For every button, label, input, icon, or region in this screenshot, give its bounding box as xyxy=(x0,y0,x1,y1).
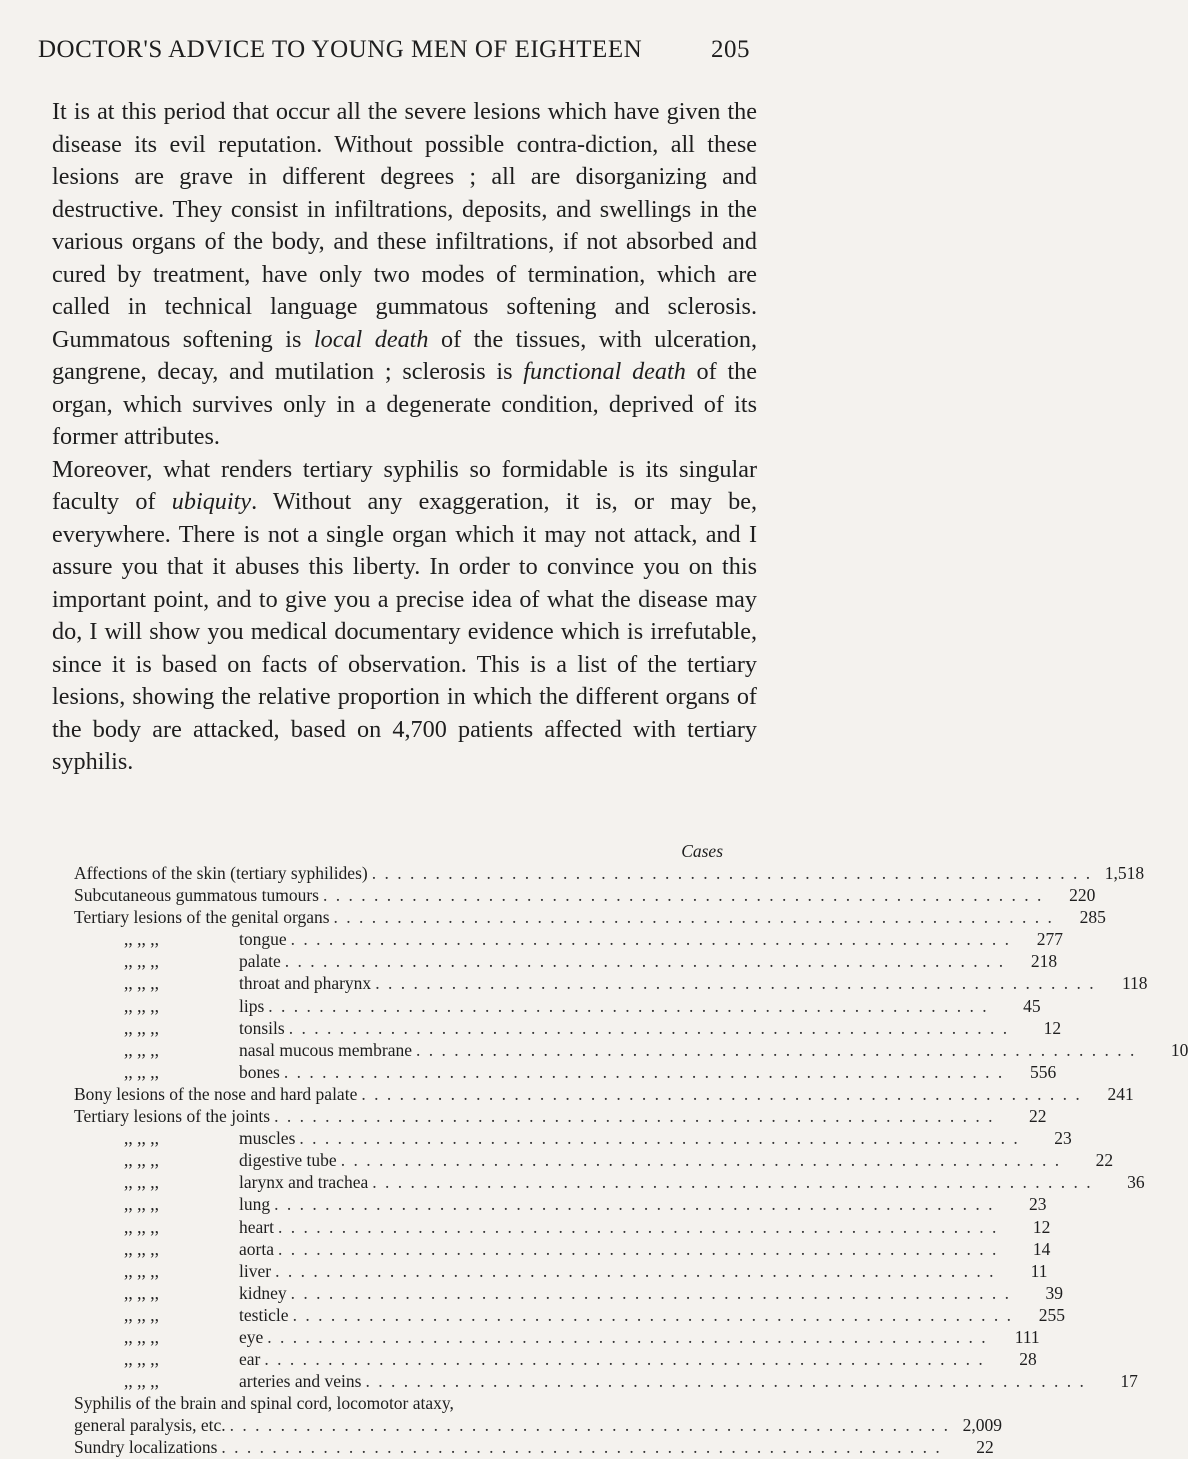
row-label xyxy=(74,1216,274,1238)
row-label xyxy=(74,1392,454,1414)
row-label-text: eye xyxy=(239,1326,264,1347)
leader-dots: . . . . . . . . . . . . . . . . . . . . . . . . . . . . . . . . . . . . . . . . . . . . . . . . . . . . . . . . . xyxy=(267,1326,988,1347)
row-value: 45 xyxy=(1023,995,1041,1016)
row-label xyxy=(74,1105,270,1127)
row-label xyxy=(74,1171,368,1193)
row-value: 556 xyxy=(1029,1061,1057,1082)
ditto-marks: ,, ,, ,, xyxy=(124,1039,159,1060)
ditto-marks: ,, ,, ,, xyxy=(124,1326,159,1347)
ditto-marks: ,, ,, ,, xyxy=(124,1128,159,1149)
row-label xyxy=(74,884,319,906)
ditto-marks: ,, ,, ,, xyxy=(124,929,159,950)
lesions-table xyxy=(74,840,1188,1459)
leader-dots: . . . . . . . . . . . . . . . . . . . . . . . . . . . . . . . . . . . . . . . . . . . . . . . . . . . . . . . . . xyxy=(264,1349,985,1370)
row-label-text: liver xyxy=(239,1260,272,1281)
leader-dots: . . . . . . . . . . . . . . . . . . . . . . . . . . . . . . . . . . . . . . . . . . . . . . . . . . . . . . . . . xyxy=(372,1172,1093,1193)
table-row xyxy=(74,1171,1145,1193)
leader-dots: . . . . . . . . . . . . . . . . . . . . . . . . . . . . . . . . . . . . . . . . . . . . . . . . . . . . . . . . . xyxy=(277,1238,999,1259)
row-label xyxy=(74,1348,260,1370)
row-label-text: Tertiary lesions of the genital organs xyxy=(74,907,330,928)
row-label-text: general paralysis, etc. xyxy=(74,1415,226,1436)
row-value: 118 xyxy=(1121,973,1148,994)
row-label-text: arteries and veins xyxy=(239,1371,362,1392)
leader-dots: . . . . . . . . . . . . . . . . . . . . . . . . . . . . . . . . . . . . . . . . . . . . . . . . . . . . . . . . . xyxy=(375,973,1096,994)
row-label xyxy=(74,862,368,884)
row-label-text: Subcutaneous gummatous tumours xyxy=(74,885,319,906)
paragraph xyxy=(52,454,757,779)
row-value: 22 xyxy=(1095,1150,1114,1171)
row-label-text: Syphilis of the brain and spinal cord, locomotor ataxy, xyxy=(74,1393,454,1414)
row-label-text: ear xyxy=(239,1349,261,1370)
row-label xyxy=(74,1083,357,1105)
leader-dots: . . . . . . . . . . . . . . . . . . . . . . . . . . . . . . . . . . . . . . . . . . . . . . . . . . . . . . . . . xyxy=(299,1128,1020,1149)
row-label-text: Bony lesions of the nose and hard palate xyxy=(74,1083,358,1104)
cases-column-header: Cases xyxy=(681,841,723,861)
row-label xyxy=(74,1282,287,1304)
row-label-text: muscles xyxy=(239,1128,296,1149)
leader-dots: . . . . . . . . . . . . . . . . . . . . . . . . . . . . . . . . . . . . . . . . . . . . . . . . . . . . . . . . . xyxy=(268,995,989,1016)
running-title: DOCTOR'S ADVICE TO YOUNG MEN OF EIGHTEEN xyxy=(38,36,643,63)
row-label-text: tongue xyxy=(239,929,287,950)
row-label-text: Affections of the skin (tertiary syphilides) xyxy=(74,863,368,883)
text-run: of the tissues, with ulceration, gangrene, decay, and mutilation ; sclerosis is xyxy=(52,325,757,385)
row-label xyxy=(74,972,371,994)
ditto-marks: ,, ,, ,, xyxy=(124,1216,159,1237)
ditto-marks: ,, ,, ,, xyxy=(124,1194,159,1215)
table-row xyxy=(74,862,1145,884)
row-label xyxy=(74,1149,337,1171)
table-row xyxy=(74,1392,729,1414)
table-row xyxy=(74,972,1148,994)
table-row xyxy=(74,1127,1072,1149)
table-row xyxy=(74,1304,1065,1326)
leader-dots: . . . . . . . . . . . . . . . . . . . . . . . . . . . . . . . . . . . . . . . . . . . . . . . . . . . . . . . . . xyxy=(361,1083,1082,1104)
row-label xyxy=(74,950,281,972)
table-row xyxy=(74,995,1041,1017)
leader-dots: . . . . . . . . . . . . . . . . . . . . . . . . . . . . . . . . . . . . . . . . . . . . . . . . . . . . . . . . . xyxy=(340,1150,1062,1171)
leader-dots: . . . . . . . . . . . . . . . . . . . . . . . . . . . . . . . . . . . . . . . . . . . . . . . . . . . . . . . . . xyxy=(292,1304,1013,1325)
leader-dots: . . . . . . . . . . . . . . . . . . . . . . . . . . . . . . . . . . . . . . . . . . . . . . . . . . . . . . . . . xyxy=(333,907,1054,928)
row-label-text: heart xyxy=(239,1216,274,1237)
table-row xyxy=(74,1370,1138,1392)
text-run: . Without any exaggeration, it is, or may be, everywhere. There is not a single organ which it may not attack, and I assure you that it abuses this liberty. In order to convince you on this important point, and to give you a precise idea of what the disease may do, I will show you medical documentary evidence which is irrefutable, since it is based on facts of observation. This is a list of the tertiary lesions, showing the relative proportion in which the different organs of the body are attacked, based on 4,700 patients affected with tertiary syphilis. xyxy=(52,488,757,775)
row-value: 218 xyxy=(1030,951,1058,972)
row-value: 12 xyxy=(1032,1216,1051,1237)
row-value: 17 xyxy=(1120,1371,1138,1392)
ditto-marks: ,, ,, ,, xyxy=(124,1260,159,1281)
row-label xyxy=(74,928,287,950)
row-label xyxy=(74,1370,361,1392)
paragraph xyxy=(52,96,757,454)
row-value: 2,009 xyxy=(962,1415,1002,1436)
table-row xyxy=(74,1216,1051,1238)
row-value: 220 xyxy=(1069,885,1096,906)
table-row xyxy=(74,1039,1188,1061)
table-row xyxy=(74,950,1058,972)
row-value: 1,518 xyxy=(1104,863,1145,883)
row-value: 23 xyxy=(1054,1128,1072,1149)
table-row xyxy=(74,1282,1064,1304)
row-label xyxy=(74,906,330,928)
row-label-text: digestive tube xyxy=(239,1150,337,1171)
row-value: 14 xyxy=(1032,1238,1051,1259)
row-label xyxy=(74,1260,271,1282)
table-row xyxy=(74,906,1106,928)
ditto-marks: ,, ,, ,, xyxy=(124,995,159,1016)
leader-dots: . . . . . . . . . . . . . . . . . . . . . . . . . . . . . . . . . . . . . . . . . . . . . . . . . . . . . . . . . xyxy=(365,1371,1086,1392)
row-label-text: testicle xyxy=(239,1304,289,1325)
row-value: 285 xyxy=(1079,907,1106,928)
table-row xyxy=(74,884,1096,906)
leader-dots: . . . . . . . . . . . . . . . . . . . . . . . . . . . . . . . . . . . . . . . . . . . . . . . . . . . . . . . . . xyxy=(229,1415,950,1436)
leader-dots: . . . . . . . . . . . . . . . . . . . . . . . . . . . . . . . . . . . . . . . . . . . . . . . . . . . . . . . . . xyxy=(275,1260,996,1281)
table-row xyxy=(74,1238,1051,1260)
text-run: It is at this period that occur all the severe lesions which have given the disease its evil reputation. Without possible contra-diction, all these lesions are grave in different degrees ; all are disorganizing and destructive. They consist in infiltrations, deposits, and swellings in the various organs of the body, and these infiltrations, if not absorbed and cured by treatment, have only two modes of termination, which are called in technical language gummatous softening and sclerosis. Gummatous softening is xyxy=(52,98,757,353)
row-value: 39 xyxy=(1045,1282,1064,1303)
table-row xyxy=(74,1061,1057,1083)
row-label xyxy=(74,1039,412,1061)
row-value: 22 xyxy=(976,1437,994,1458)
table-row xyxy=(74,928,1064,950)
row-label xyxy=(74,1238,274,1260)
row-label-text: lips xyxy=(239,995,265,1016)
ditto-marks: ,, ,, ,, xyxy=(124,1017,159,1038)
row-label-text: aorta xyxy=(239,1238,274,1259)
leader-dots: . . . . . . . . . . . . . . . . . . . . . . . . . . . . . . . . . . . . . . . . . . . . . . . . . . . . . . . . . xyxy=(283,1061,1005,1082)
ditto-marks: ,, ,, ,, xyxy=(124,1172,159,1193)
text-run: Moreover, what renders tertiary syphilis so formidable is its singular faculty of xyxy=(52,455,757,515)
table-row xyxy=(74,1348,1037,1370)
row-label xyxy=(74,995,264,1017)
row-label-text: throat and pharynx xyxy=(239,973,372,994)
row-value: 111 xyxy=(1014,1326,1040,1347)
row-label xyxy=(74,1304,289,1326)
table-row xyxy=(74,1414,1002,1436)
row-label xyxy=(74,1414,226,1436)
row-label-text: Tertiary lesions of the joints xyxy=(74,1106,271,1127)
leader-dots: . . . . . . . . . . . . . . . . . . . . . . . . . . . . . . . . . . . . . . . . . . . . . . . . . . . . . . . . . xyxy=(274,1194,995,1215)
leader-dots: . . . . . . . . . . . . . . . . . . . . . . . . . . . . . . . . . . . . . . . . . . . . . . . . . . . . . . . . . xyxy=(284,951,1006,972)
row-label-text: Sundry localizations xyxy=(74,1437,218,1458)
row-value: 36 xyxy=(1127,1172,1145,1193)
table-row xyxy=(74,1083,1134,1105)
leader-dots: . . . . . . . . . . . . . . . . . . . . . . . . . . . . . . . . . . . . . . . . . . . . . . . . . . . . . . . . . xyxy=(290,1282,1012,1303)
ditto-marks: ,, ,, ,, xyxy=(124,1349,159,1370)
row-value: 12 xyxy=(1043,1017,1062,1038)
row-value: 255 xyxy=(1038,1304,1065,1325)
table-row xyxy=(74,1149,1114,1171)
row-value: 23 xyxy=(1029,1194,1047,1215)
leader-dots: . . . . . . . . . . . . . . . . . . . . . . . . . . . . . . . . . . . . . . . . . . . . . . . . . . . . . . . . . xyxy=(322,885,1044,906)
row-value: 22 xyxy=(1028,1106,1047,1127)
row-value: 28 xyxy=(1019,1349,1037,1370)
table-row xyxy=(74,1436,994,1458)
row-label xyxy=(74,1127,295,1149)
ditto-marks: ,, ,, ,, xyxy=(124,1238,159,1259)
row-label xyxy=(74,1017,285,1039)
row-label xyxy=(74,1436,217,1458)
leader-dots: . . . . . . . . . . . . . . . . . . . . . . . . . . . . . . . . . . . . . . . . . . . . . . . . . . . . . . . . . xyxy=(416,1039,1137,1060)
row-label-text: bones xyxy=(239,1061,280,1082)
ditto-marks: ,, ,, ,, xyxy=(124,1061,159,1082)
row-label-text: kidney xyxy=(239,1282,287,1303)
row-label xyxy=(74,1326,263,1348)
row-label xyxy=(74,1193,270,1215)
row-value: 11 xyxy=(1030,1260,1048,1281)
body-text xyxy=(52,96,757,779)
running-header xyxy=(38,36,750,64)
row-label-text: larynx and trachea xyxy=(239,1172,369,1193)
table-row xyxy=(74,1017,1062,1039)
row-label-text: palate xyxy=(239,951,281,972)
ditto-marks: ,, ,, ,, xyxy=(124,1282,159,1303)
row-label xyxy=(74,1061,280,1083)
text-run: of the organ, which survives only in a degenerate condition, deprived of its former attributes. xyxy=(52,358,757,450)
page-number: 205 xyxy=(711,36,750,63)
row-label-text: nasal mucous membrane xyxy=(239,1039,413,1060)
italic-phrase: local death xyxy=(313,325,429,353)
leader-dots: . . . . . . . . . . . . . . . . . . . . . . . . . . . . . . . . . . . . . . . . . . . . . . . . . . . . . . . . . xyxy=(274,1106,995,1127)
row-value: 241 xyxy=(1107,1083,1134,1104)
leader-dots: . . . . . . . . . . . . . . . . . . . . . . . . . . . . . . . . . . . . . . . . . . . . . . . . . . . . . . . . . xyxy=(288,1017,1010,1038)
ditto-marks: ,, ,, ,, xyxy=(124,951,159,972)
row-value: 277 xyxy=(1036,929,1064,950)
table-row xyxy=(74,1193,1047,1215)
table-row xyxy=(74,1260,1048,1282)
row-value: 10 xyxy=(1170,1039,1188,1060)
ditto-marks: ,, ,, ,, xyxy=(124,1150,159,1171)
ditto-marks: ,, ,, ,, xyxy=(124,1304,159,1325)
row-label-text: lung xyxy=(239,1194,271,1215)
leader-dots: . . . . . . . . . . . . . . . . . . . . . . . . . . . . . . . . . . . . . . . . . . . . . . . . . . . . . . . . . xyxy=(221,1437,942,1458)
leader-dots: . . . . . . . . . . . . . . . . . . . . . . . . . . . . . . . . . . . . . . . . . . . . . . . . . . . . . . . . . xyxy=(277,1216,999,1237)
italic-phrase: ubiquity xyxy=(171,488,252,515)
table-row xyxy=(74,1326,1040,1348)
leader-dots: . . . . . . . . . . . . . . . . . . . . . . . . . . . . . . . . . . . . . . . . . . . . . . . . . . . . . . . . . xyxy=(371,863,1093,883)
ditto-marks: ,, ,, ,, xyxy=(124,1371,159,1392)
table-rows xyxy=(74,862,1188,1459)
table-row xyxy=(74,1105,1047,1127)
row-label-text: tonsils xyxy=(239,1017,285,1038)
ditto-marks: ,, ,, ,, xyxy=(124,973,159,994)
leader-dots: . . . . . . . . . . . . . . . . . . . . . . . . . . . . . . . . . . . . . . . . . . . . . . . . . . . . . . . . . xyxy=(290,929,1012,950)
italic-phrase: functional death xyxy=(523,358,686,385)
